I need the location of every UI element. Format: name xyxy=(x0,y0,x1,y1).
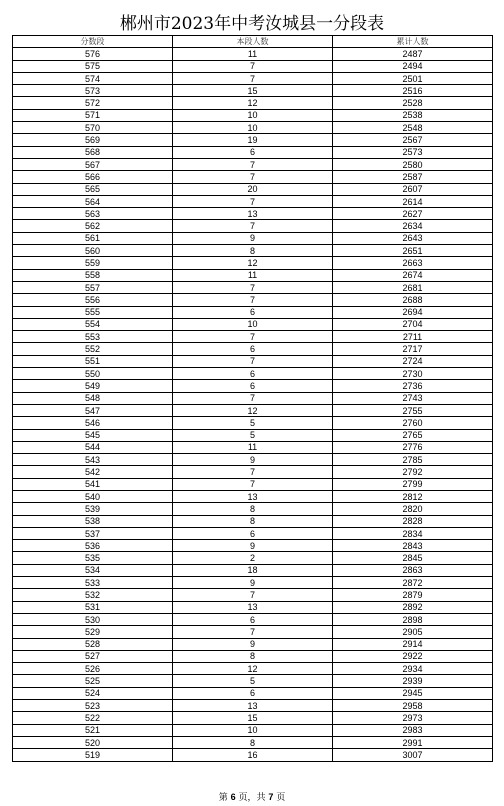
footer-suffix: 页 xyxy=(273,793,286,803)
table-row xyxy=(13,269,493,281)
cell-cumulative: 2730 xyxy=(333,368,493,380)
cell-count: 13 xyxy=(173,208,333,220)
table-row xyxy=(13,712,493,724)
cell-score: 530 xyxy=(13,613,173,625)
cell-cumulative: 2958 xyxy=(333,700,493,712)
cell-count: 10 xyxy=(173,122,333,134)
cell-score: 554 xyxy=(13,318,173,330)
cell-count: 6 xyxy=(173,380,333,392)
table-row xyxy=(13,601,493,613)
table-row xyxy=(13,675,493,687)
cell-score: 523 xyxy=(13,700,173,712)
cell-score: 572 xyxy=(13,97,173,109)
cell-count: 7 xyxy=(173,392,333,404)
cell-count: 12 xyxy=(173,257,333,269)
cell-score: 536 xyxy=(13,540,173,552)
cell-score: 528 xyxy=(13,638,173,650)
cell-cumulative: 2765 xyxy=(333,429,493,441)
cell-count: 7 xyxy=(173,478,333,490)
footer-prefix: 第 xyxy=(218,793,231,803)
cell-cumulative: 2681 xyxy=(333,281,493,293)
cell-score: 526 xyxy=(13,663,173,675)
table-row xyxy=(13,343,493,355)
table-row xyxy=(13,368,493,380)
cell-cumulative: 2983 xyxy=(333,724,493,736)
table-row xyxy=(13,749,493,761)
cell-cumulative: 2755 xyxy=(333,404,493,416)
page-title: 郴州市2023年中考汝城县一分段表 xyxy=(119,14,385,34)
cell-cumulative: 2905 xyxy=(333,626,493,638)
cell-count: 7 xyxy=(173,589,333,601)
cell-count: 6 xyxy=(173,687,333,699)
table-row xyxy=(13,466,493,478)
table-row xyxy=(13,577,493,589)
cell-score: 529 xyxy=(13,626,173,638)
cell-cumulative: 2736 xyxy=(333,380,493,392)
cell-count: 13 xyxy=(173,601,333,613)
cell-cumulative: 2487 xyxy=(333,48,493,60)
cell-score: 539 xyxy=(13,503,173,515)
cell-count: 20 xyxy=(173,183,333,195)
footer-page-number: 6 xyxy=(230,792,236,802)
cell-count: 7 xyxy=(173,158,333,170)
cell-count: 6 xyxy=(173,368,333,380)
table-row xyxy=(13,527,493,539)
table-row xyxy=(13,700,493,712)
cell-count: 7 xyxy=(173,466,333,478)
cell-cumulative: 2494 xyxy=(333,60,493,72)
table-row xyxy=(13,355,493,367)
table-row xyxy=(13,294,493,306)
table-row xyxy=(13,441,493,453)
column-header-count: 本段人数 xyxy=(173,36,333,48)
cell-score: 566 xyxy=(13,171,173,183)
cell-cumulative: 2879 xyxy=(333,589,493,601)
cell-score: 567 xyxy=(13,158,173,170)
cell-score: 524 xyxy=(13,687,173,699)
cell-count: 12 xyxy=(173,97,333,109)
cell-count: 7 xyxy=(173,171,333,183)
cell-score: 533 xyxy=(13,577,173,589)
table-row xyxy=(13,687,493,699)
cell-cumulative: 2760 xyxy=(333,417,493,429)
cell-count: 9 xyxy=(173,577,333,589)
cell-score: 525 xyxy=(13,675,173,687)
table-row xyxy=(13,380,493,392)
cell-score: 570 xyxy=(13,122,173,134)
table-row xyxy=(13,122,493,134)
table-row xyxy=(13,60,493,72)
cell-count: 8 xyxy=(173,736,333,748)
cell-cumulative: 2872 xyxy=(333,577,493,589)
cell-score: 532 xyxy=(13,589,173,601)
cell-cumulative: 2688 xyxy=(333,294,493,306)
cell-score: 571 xyxy=(13,109,173,121)
table-row xyxy=(13,663,493,675)
cell-cumulative: 2898 xyxy=(333,613,493,625)
cell-score: 575 xyxy=(13,60,173,72)
cell-count: 8 xyxy=(173,245,333,257)
table-row xyxy=(13,478,493,490)
table-row xyxy=(13,171,493,183)
column-header-cumulative: 累计人数 xyxy=(333,36,493,48)
footer-total-pages: 7 xyxy=(268,792,274,802)
cell-score: 520 xyxy=(13,736,173,748)
cell-cumulative: 2567 xyxy=(333,134,493,146)
cell-score: 574 xyxy=(13,72,173,84)
table-row xyxy=(13,503,493,515)
cell-count: 9 xyxy=(173,638,333,650)
cell-cumulative: 2939 xyxy=(333,675,493,687)
column-header-score: 分数段 xyxy=(13,36,173,48)
cell-count: 10 xyxy=(173,724,333,736)
cell-score: 564 xyxy=(13,195,173,207)
cell-cumulative: 2812 xyxy=(333,490,493,502)
cell-cumulative: 2973 xyxy=(333,712,493,724)
cell-score: 557 xyxy=(13,281,173,293)
cell-cumulative: 2776 xyxy=(333,441,493,453)
table-row xyxy=(13,158,493,170)
table-row xyxy=(13,650,493,662)
cell-cumulative: 2704 xyxy=(333,318,493,330)
cell-cumulative: 2834 xyxy=(333,527,493,539)
table-row xyxy=(13,454,493,466)
cell-count: 10 xyxy=(173,109,333,121)
cell-count: 19 xyxy=(173,134,333,146)
table-row xyxy=(13,134,493,146)
table-row xyxy=(13,208,493,220)
table-header xyxy=(13,36,493,48)
cell-count: 8 xyxy=(173,650,333,662)
cell-score: 561 xyxy=(13,232,173,244)
cell-cumulative: 2643 xyxy=(333,232,493,244)
cell-cumulative: 2843 xyxy=(333,540,493,552)
table-row xyxy=(13,638,493,650)
cell-count: 6 xyxy=(173,306,333,318)
cell-score: 537 xyxy=(13,527,173,539)
table-body xyxy=(13,48,493,761)
cell-count: 8 xyxy=(173,515,333,527)
cell-count: 6 xyxy=(173,527,333,539)
cell-score: 556 xyxy=(13,294,173,306)
cell-cumulative: 2607 xyxy=(333,183,493,195)
cell-count: 7 xyxy=(173,60,333,72)
cell-count: 6 xyxy=(173,613,333,625)
cell-cumulative: 2516 xyxy=(333,85,493,97)
cell-cumulative: 2785 xyxy=(333,454,493,466)
cell-cumulative: 3007 xyxy=(333,749,493,761)
cell-count: 9 xyxy=(173,540,333,552)
cell-cumulative: 2538 xyxy=(333,109,493,121)
cell-score: 545 xyxy=(13,429,173,441)
cell-count: 8 xyxy=(173,503,333,515)
cell-score: 546 xyxy=(13,417,173,429)
cell-count: 11 xyxy=(173,269,333,281)
cell-count: 7 xyxy=(173,72,333,84)
cell-cumulative: 2828 xyxy=(333,515,493,527)
table-row xyxy=(13,392,493,404)
table-row xyxy=(13,85,493,97)
cell-cumulative: 2573 xyxy=(333,146,493,158)
cell-score: 548 xyxy=(13,392,173,404)
cell-count: 5 xyxy=(173,429,333,441)
cell-count: 9 xyxy=(173,232,333,244)
table-row xyxy=(13,97,493,109)
cell-count: 5 xyxy=(173,675,333,687)
cell-cumulative: 2587 xyxy=(333,171,493,183)
cell-score: 551 xyxy=(13,355,173,367)
cell-score: 519 xyxy=(13,749,173,761)
cell-count: 15 xyxy=(173,85,333,97)
cell-score: 560 xyxy=(13,245,173,257)
cell-score: 540 xyxy=(13,490,173,502)
table-row xyxy=(13,540,493,552)
cell-count: 2 xyxy=(173,552,333,564)
footer-middle: 页，共 xyxy=(235,793,269,803)
table-row xyxy=(13,306,493,318)
table-row xyxy=(13,589,493,601)
table-row xyxy=(13,564,493,576)
cell-cumulative: 2799 xyxy=(333,478,493,490)
table-row xyxy=(13,613,493,625)
table-row xyxy=(13,183,493,195)
cell-score: 565 xyxy=(13,183,173,195)
cell-cumulative: 2863 xyxy=(333,564,493,576)
cell-cumulative: 2614 xyxy=(333,195,493,207)
cell-cumulative: 2820 xyxy=(333,503,493,515)
cell-cumulative: 2717 xyxy=(333,343,493,355)
cell-count: 12 xyxy=(173,663,333,675)
table-row xyxy=(13,109,493,121)
table-row xyxy=(13,417,493,429)
table-row xyxy=(13,552,493,564)
cell-score: 534 xyxy=(13,564,173,576)
page-footer xyxy=(0,792,504,804)
cell-score: 535 xyxy=(13,552,173,564)
table-row xyxy=(13,72,493,84)
table-row xyxy=(13,490,493,502)
cell-cumulative: 2634 xyxy=(333,220,493,232)
cell-score: 576 xyxy=(13,48,173,60)
table-row xyxy=(13,404,493,416)
table-row xyxy=(13,195,493,207)
cell-score: 538 xyxy=(13,515,173,527)
cell-score: 555 xyxy=(13,306,173,318)
cell-score: 550 xyxy=(13,368,173,380)
cell-count: 7 xyxy=(173,626,333,638)
cell-score: 563 xyxy=(13,208,173,220)
cell-score: 542 xyxy=(13,466,173,478)
table-row xyxy=(13,245,493,257)
cell-cumulative: 2663 xyxy=(333,257,493,269)
cell-count: 7 xyxy=(173,220,333,232)
cell-cumulative: 2711 xyxy=(333,331,493,343)
cell-cumulative: 2627 xyxy=(333,208,493,220)
cell-count: 16 xyxy=(173,749,333,761)
cell-score: 527 xyxy=(13,650,173,662)
table-row xyxy=(13,331,493,343)
cell-score: 541 xyxy=(13,478,173,490)
cell-count: 6 xyxy=(173,343,333,355)
table-row xyxy=(13,257,493,269)
cell-count: 11 xyxy=(173,48,333,60)
table-row xyxy=(13,318,493,330)
cell-cumulative: 2892 xyxy=(333,601,493,613)
cell-cumulative: 2945 xyxy=(333,687,493,699)
cell-cumulative: 2651 xyxy=(333,245,493,257)
cell-score: 558 xyxy=(13,269,173,281)
cell-count: 7 xyxy=(173,355,333,367)
cell-count: 7 xyxy=(173,281,333,293)
cell-score: 568 xyxy=(13,146,173,158)
cell-score: 543 xyxy=(13,454,173,466)
cell-score: 559 xyxy=(13,257,173,269)
cell-score: 544 xyxy=(13,441,173,453)
cell-count: 15 xyxy=(173,712,333,724)
cell-cumulative: 2674 xyxy=(333,269,493,281)
cell-cumulative: 2922 xyxy=(333,650,493,662)
table-row xyxy=(13,626,493,638)
table-row xyxy=(13,724,493,736)
cell-count: 7 xyxy=(173,195,333,207)
cell-score: 547 xyxy=(13,404,173,416)
cell-score: 573 xyxy=(13,85,173,97)
cell-cumulative: 2528 xyxy=(333,97,493,109)
table-row xyxy=(13,736,493,748)
cell-cumulative: 2724 xyxy=(333,355,493,367)
table-row xyxy=(13,232,493,244)
cell-count: 9 xyxy=(173,454,333,466)
cell-cumulative: 2991 xyxy=(333,736,493,748)
table-row xyxy=(13,220,493,232)
cell-score: 549 xyxy=(13,380,173,392)
cell-count: 13 xyxy=(173,700,333,712)
cell-count: 11 xyxy=(173,441,333,453)
cell-cumulative: 2743 xyxy=(333,392,493,404)
cell-count: 10 xyxy=(173,318,333,330)
cell-cumulative: 2934 xyxy=(333,663,493,675)
cell-cumulative: 2501 xyxy=(333,72,493,84)
cell-cumulative: 2914 xyxy=(333,638,493,650)
cell-count: 7 xyxy=(173,294,333,306)
cell-count: 18 xyxy=(173,564,333,576)
cell-count: 12 xyxy=(173,404,333,416)
cell-score: 552 xyxy=(13,343,173,355)
cell-cumulative: 2694 xyxy=(333,306,493,318)
table-row xyxy=(13,281,493,293)
table-row xyxy=(13,515,493,527)
cell-count: 6 xyxy=(173,146,333,158)
cell-cumulative: 2792 xyxy=(333,466,493,478)
cell-count: 13 xyxy=(173,490,333,502)
cell-count: 7 xyxy=(173,331,333,343)
header-row xyxy=(13,36,493,48)
score-table xyxy=(12,35,493,762)
cell-score: 569 xyxy=(13,134,173,146)
cell-score: 522 xyxy=(13,712,173,724)
cell-cumulative: 2845 xyxy=(333,552,493,564)
table-row xyxy=(13,48,493,60)
table-row xyxy=(13,429,493,441)
cell-count: 5 xyxy=(173,417,333,429)
cell-cumulative: 2580 xyxy=(333,158,493,170)
table-row xyxy=(13,146,493,158)
cell-score: 562 xyxy=(13,220,173,232)
cell-cumulative: 2548 xyxy=(333,122,493,134)
cell-score: 521 xyxy=(13,724,173,736)
cell-score: 531 xyxy=(13,601,173,613)
cell-score: 553 xyxy=(13,331,173,343)
